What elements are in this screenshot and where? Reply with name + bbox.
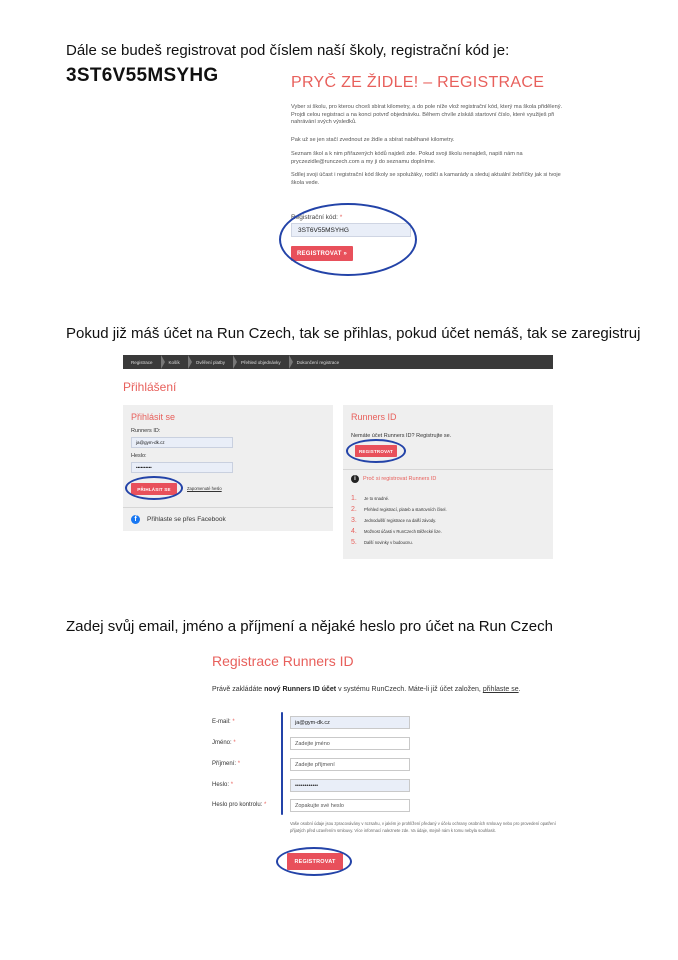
password-confirm-field[interactable]: Zopakujte své heslo bbox=[290, 799, 410, 812]
section2-heading: Pokud již máš účet na Run Czech, tak se přihlas, pokud účet nemáš, tak se zaregistruj bbox=[66, 325, 641, 342]
registration-title: PRYČ ZE ŽIDLE! – REGISTRACE bbox=[291, 74, 545, 91]
list-item: 5. Další novinky v budoucnu. bbox=[351, 539, 413, 546]
login-link[interactable]: přihlaste se bbox=[482, 686, 519, 693]
list-item: 1. Je to snadné. bbox=[351, 495, 390, 502]
annotation-circle bbox=[125, 476, 183, 500]
breadcrumb-item[interactable]: Registrace bbox=[131, 359, 153, 365]
divider bbox=[343, 469, 553, 470]
registration-code-label: Registrační kód: * bbox=[291, 214, 343, 221]
benefit-list bbox=[351, 493, 447, 548]
password-label: Heslo: bbox=[131, 453, 147, 459]
login-button[interactable]: PŘIHLÁSIT SE bbox=[131, 483, 177, 495]
registration-paragraph-3: Seznam škol a k nim přiřazených kódů najdeš zde. Pokud svoji školu nenajdeš, napiš nám na pryczezidle@runczech.com a my ji do seznamu doplníme. bbox=[291, 151, 523, 165]
password-label: Heslo: * bbox=[212, 782, 234, 788]
list-item: 2. Přehled registrací, plateb a startovních čísel. bbox=[351, 506, 447, 513]
registration-screenshot bbox=[283, 66, 573, 276]
breadcrumb-item[interactable]: Přehled objednávky bbox=[233, 355, 289, 369]
registration-paragraph-4: Sdílej svoji účast i registrační kód školy se spolužáky, rodiči a kamarády a sleduj aktuální žebříčky jak si tvoje škola vede. bbox=[291, 172, 561, 186]
password-field[interactable]: •••••••••••• bbox=[290, 779, 410, 792]
password-input[interactable]: •••••••••• bbox=[131, 462, 233, 473]
annotation-line bbox=[281, 712, 283, 815]
login-title: Přihlásit se bbox=[131, 412, 176, 422]
registration-intro: Právě zakládáte nový Runners ID účet v systému RunCzech. Máte-li již účet založen, přihlaste se. bbox=[212, 686, 521, 693]
page-title: Přihlášení bbox=[123, 380, 177, 394]
annotation-circle bbox=[279, 203, 417, 276]
breadcrumb bbox=[123, 355, 553, 369]
registration-code-input[interactable]: 3ST6V55MSYHG bbox=[291, 223, 411, 237]
annotation-circle bbox=[346, 439, 406, 463]
runners-id-label: Runners ID: bbox=[131, 428, 161, 434]
forgot-password-link[interactable]: Zapomenuté heslo bbox=[187, 486, 222, 491]
email-field[interactable]: ja@gym-dk.cz bbox=[290, 716, 410, 729]
runners-id-panel bbox=[343, 405, 553, 559]
list-item: 4. Možnost účasti v RunCzech Běžecké lize. bbox=[351, 528, 442, 535]
why-register: i Proč si registrovat Runners ID bbox=[351, 475, 436, 483]
registration-paragraph-1: Vyber si školu, pro kterou chceš sbírat kilometry, a do pole níže vlož registrační kód, který ma škola přidělený. Projdi celou registraci a na konci potvrď objednávku. Během chvíle získáš startovní číslo, které využiješ při nahrávání svých výsledků. bbox=[291, 104, 563, 126]
email-label: E-mail: * bbox=[212, 719, 235, 725]
last-name-field[interactable]: Zadejte příjmení bbox=[290, 758, 410, 771]
runners-id-text: Nemáte účet Runners ID? Registrujte se. bbox=[351, 433, 452, 439]
facebook-icon: f bbox=[131, 515, 140, 524]
first-name-label: Jméno: * bbox=[212, 740, 236, 746]
first-name-field[interactable]: Zadejte jméno bbox=[290, 737, 410, 750]
runners-id-title: Runners ID bbox=[351, 412, 397, 422]
breadcrumb-item[interactable]: Dokončení registrace bbox=[289, 355, 348, 369]
divider bbox=[123, 507, 333, 508]
registrovat-button[interactable]: REGISTROVAT » bbox=[291, 246, 353, 261]
register-button[interactable]: REGISTROVAT bbox=[355, 445, 397, 457]
runners-id-input[interactable]: ja@gym-dk.cz bbox=[131, 437, 233, 448]
last-name-label: Příjmení: * bbox=[212, 761, 241, 767]
annotation-circle bbox=[276, 847, 352, 876]
breadcrumb-item[interactable]: Ověření platby bbox=[188, 355, 233, 369]
facebook-login-link[interactable]: Přihlaste se přes Facebook bbox=[147, 516, 226, 523]
register-submit-button[interactable]: REGISTROVAT bbox=[287, 853, 343, 870]
info-icon: i bbox=[351, 475, 359, 483]
breadcrumb-item[interactable]: Košík bbox=[161, 355, 188, 369]
list-item: 3. Jednodušší registrace na další závody. bbox=[351, 517, 437, 524]
privacy-notice: Vaše osobní údaje jsou zpracovávány v rozsahu, v jakém je prohlížení předaný v účelu ochrany osobních smlouvy nebo pro provedení opatření přijatých před uzavřením smlouvy. Více informací naleznete zde. Va údaje, stejně nám k tomu nebyla souhlasit. bbox=[290, 821, 556, 833]
section3-heading: Zadej svůj email, jméno a příjmení a nějaké heslo pro účet na Run Czech bbox=[66, 618, 553, 635]
login-panel bbox=[123, 405, 333, 531]
runners-id-registration-title: Registrace Runners ID bbox=[212, 653, 354, 669]
password-confirm-label: Heslo pro kontrolu: * bbox=[212, 802, 267, 808]
registration-code-big: 3ST6V55MSYHG bbox=[66, 65, 219, 86]
registration-paragraph-2: Pak už se jen stačí zvednout ze židle a sbírat naběhané kilometry. bbox=[291, 137, 455, 143]
section1-heading: Dále se budeš registrovat pod číslem naší školy, registrační kód je: bbox=[66, 42, 510, 59]
